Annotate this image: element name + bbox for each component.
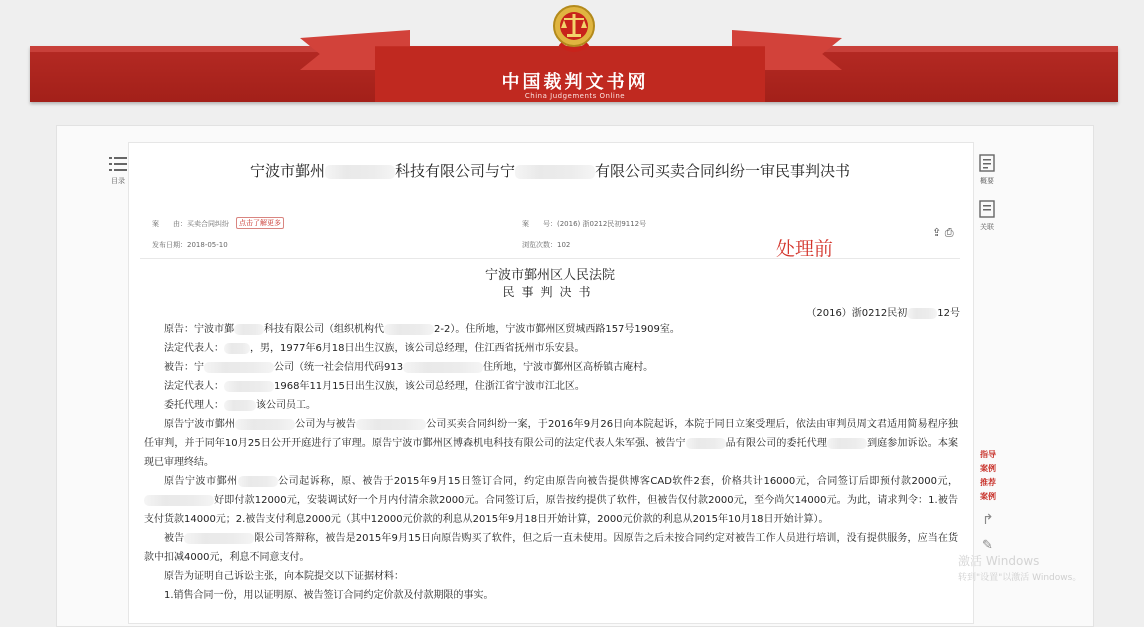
document-title — [128, 160, 972, 181]
paragraph: 原告宁波市鄞州 公司起诉称，原、被告于2015年9月15日签订合同，约定由原告向被告提供博客CAD软件2套，价格共计16000元，合同签订后即预付款2000元，好即付款12000元，安装调试好一个月内付清余款2000元。合同签订后，原告按约提供了软件，但被告仅付款2000元，至今尚欠14000元。为此，请求判令：1.被告支付货款14000元；2.被告支付利息2000元（其中12000元价款的利息从2015年9月18日开始计算，2000元价款的利息从2015年10月18日开始计算）。 — [144, 476, 958, 525]
date-label: 发布日期： — [152, 241, 187, 249]
case-label: 案 号： — [522, 220, 557, 228]
windows-activation-title: 激活 Windows — [958, 554, 1040, 568]
recommend-cases[interactable] — [976, 448, 1000, 504]
title-part-3: 有限公司买卖合同纠纷一审民事判决书 — [595, 162, 851, 180]
case-no-part-1: （2016）浙0212民初 — [806, 308, 908, 319]
paragraph: 原告宁波市鄞州 公司为与被告 公司买卖合同纠纷一案，于2016年9月26日向本院起诉，本院于同日立案受理后，依法由审判员周文君适用简易程序独任审判，并于同年10月25日公开开庭进行了审理。原告宁波市鄞州区博森机电科技有限公司的法定代表人朱军强、被告宁 品有限公司的委托代理 到庭参加诉讼。本案现已审理终结。 — [144, 419, 959, 468]
print-icon[interactable]: ⎙ — [944, 226, 954, 239]
case-number — [806, 304, 960, 319]
cause-field — [152, 219, 229, 229]
paragraph: 被告：宁 公司（统一社会信用代码913 住所地，宁波市鄞州区高桥镇古庵村。 — [164, 362, 654, 373]
recommend-text: 案例 — [980, 464, 996, 473]
judgment-kind: 民事判决书 — [502, 285, 598, 299]
publish-date-field — [152, 240, 228, 250]
views-field — [522, 240, 570, 250]
case-value: (2016) 浙0212民初9112号 — [557, 220, 647, 228]
case-no-part-2: 12号 — [937, 308, 960, 319]
share-icon[interactable]: ⇪ — [932, 226, 942, 239]
redaction — [515, 165, 595, 179]
case-number-field — [522, 219, 646, 229]
title-part-2: 科技有限公司与宁 — [394, 162, 515, 180]
toc-button[interactable] — [104, 156, 132, 186]
site-title[interactable]: 中国裁判文书网 — [501, 72, 649, 93]
recommend-text: 推荐 — [980, 478, 996, 487]
redaction — [907, 308, 937, 319]
paragraph: 法定代表人： 1968年11月15日出生汉族，该公司总经理，住浙江省宁波市江北区。 — [164, 381, 585, 392]
list-icon — [109, 156, 127, 172]
paragraph: 被告 限公司答辩称，被告是2015年9月15日向原告购买了软件，但之后一直未使用。因原告之后未按合同约定对被告工作人员进行培训，没有提供服务，应当在货款中扣减4000元，利息不同意支付。 — [144, 533, 958, 563]
summary-button[interactable] — [974, 154, 1000, 186]
site-subtitle: China Judgements Online — [524, 92, 626, 100]
related-label: 关联 — [980, 223, 994, 231]
date-value: 2018-05-10 — [187, 241, 228, 249]
summary-label: 概要 — [980, 177, 994, 185]
annotation-note: 处理前 — [776, 238, 834, 260]
cause-label: 案 由： — [152, 220, 187, 228]
paragraph: 委托代理人： 该公司员工。 — [164, 400, 316, 411]
views-label: 浏览次数： — [522, 241, 557, 249]
paragraph: 1.销售合同一份，用以证明原、被告签订合同约定价款及付款期限的事实。 — [164, 590, 494, 601]
judgment-body — [144, 320, 958, 605]
views-value: 102 — [557, 241, 571, 249]
paragraph: 法定代表人： ，男，1977年6月18日出生汉族，该公司总经理，住江西省抚州市乐安县。 — [164, 343, 585, 354]
related-button[interactable] — [974, 200, 1000, 232]
learn-more-tag[interactable]: 点击了解更多 — [236, 217, 284, 229]
title-part-1: 宁波市鄞州 — [249, 162, 325, 180]
recommend-text: 案例 — [980, 492, 996, 501]
related-document-icon — [979, 200, 995, 218]
share-arrow-icon[interactable]: ↱ — [982, 512, 994, 528]
redaction — [325, 165, 395, 179]
paragraph: 原告：宁波市鄞 科技有限公司（组织机构代 2-2）。住所地，宁波市鄞州区贸城西路157号1909室。 — [164, 324, 680, 335]
court-emblem-icon — [550, 0, 598, 58]
divider — [140, 258, 960, 259]
recommend-text: 指导 — [980, 450, 996, 459]
cause-value: 买卖合同纠纷 — [187, 220, 229, 228]
document-icon — [979, 154, 995, 172]
paragraph: 原告为证明自己诉讼主张，向本院提交以下证据材料： — [164, 571, 404, 582]
toc-label: 目录 — [111, 177, 125, 185]
edit-icon[interactable]: ✎ — [982, 538, 993, 553]
right-tools — [974, 154, 1000, 232]
windows-activation-hint: 转到"设置"以激活 Windows。 — [958, 573, 1082, 583]
doc-tools — [932, 226, 954, 240]
court-name: 宁波市鄞州区人民法院 — [484, 268, 615, 283]
